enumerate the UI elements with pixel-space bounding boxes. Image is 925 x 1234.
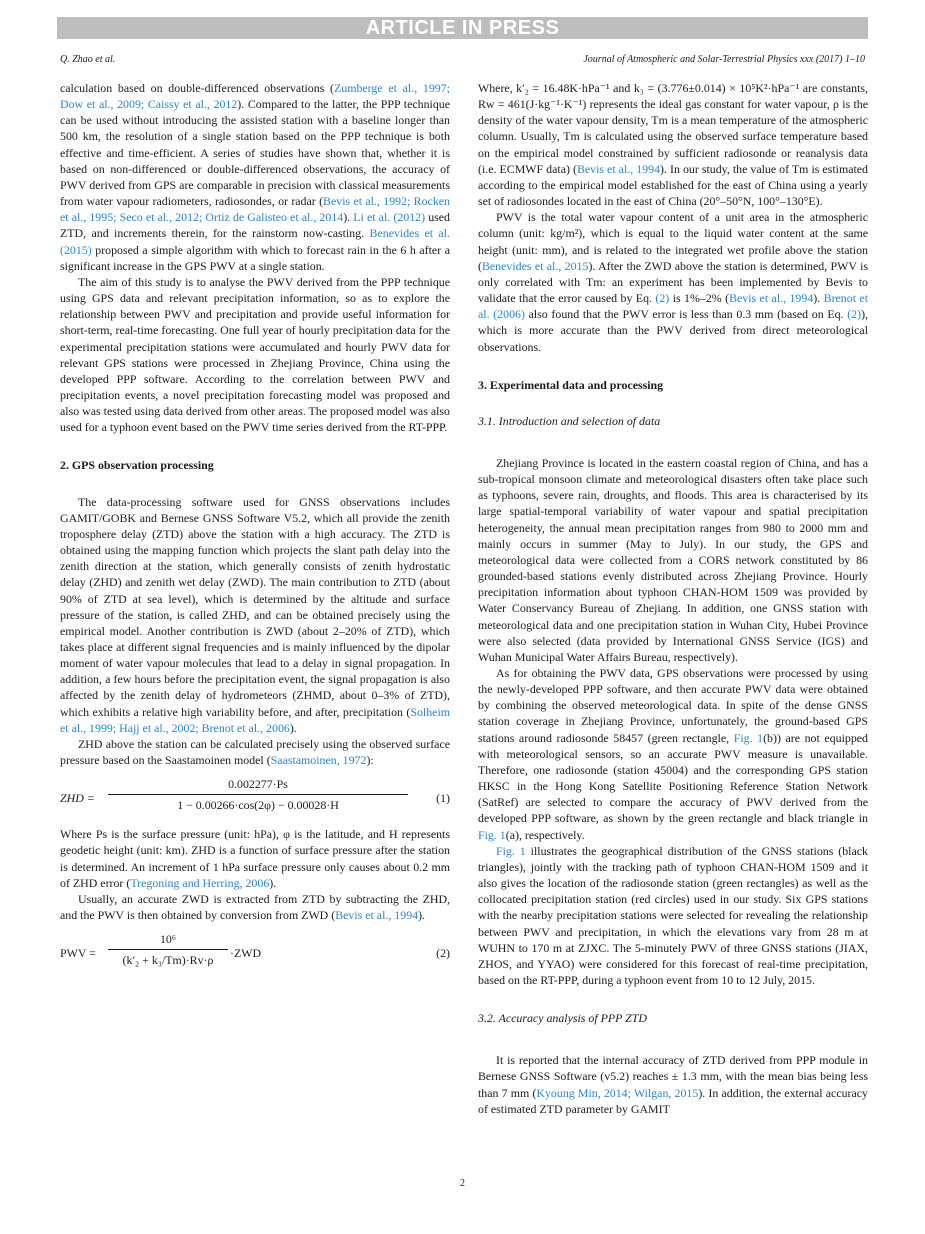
subsection-heading: 3.2. Accuracy analysis of PPP ZTD (478, 1011, 647, 1026)
paragraph: PWV is the total water vapour content of a unit area in the atmospheric column (unit: kg/m²), which is equal to the liquid water content at the same height (unit: mm), and is related to the integrated wet profile above the station (Benevides et al., 2015). After the ZWD above the station is determined, PWV is only correlated with Tm: an experiment has been implemented by Bevis to validate that the error caused by Eq. (2) is 1%–2% (Bevis et al., 1994). Brenot et al. (2006) also found that the PWV error is less than 0.3 mm (based on Eq. (2)), which is more accurate than the PWV derived from direct meteorological observations. (478, 210, 869, 354)
citation-link[interactable]: Benevides et al. (2015) (60, 226, 450, 257)
paragraph: The aim of this study is to analyse the PWV derived from the PPP technique using GPS data and relevant precipitation information, so as to explore the relationship between PWV and precipitation and provide useful information for short-term, real-time forecasting. One full year of hourly precipitation data for the experimental precipitation stations were accumulated and hourly PWV data for relevant GPS stations were processed in Zhejiang Province, China using the developed PPP software. According to the correlation between PWV and precipitation events, a novel precipitation forecasting model was proposed and also was tested using data derived from other areas. The proposed model was also used for a typhoon event based on the PWV time series derived from the RT-PPP. (60, 274, 450, 435)
citation-link[interactable]: Saastamoinen, 1972 (270, 753, 367, 768)
citation-link[interactable]: Solheim et al., 1999; Hajj et al., 2002; Brenot et al., 2006 (60, 704, 450, 735)
equation-lhs: PWV = (60, 946, 96, 961)
paragraph: Zhejiang Province is located in the eastern coastal region of China, and has a sub-tropical monsoon climate and meteorological disasters often take place such as typhoons, severe rain, droughts, and floods. This area is characterised by its large spatial-temporal variability of water vapour and spatial precipitation heterogeneity, the annual mean precipitation ranges from 980 to 2000 mm and mainly occurs in summer (May to July). In our study, the GPS and meteorological data were collected from a CORS network constituted by 86 grounded-based stations evenly distributed across Zhejiang Province. Hourly precipitation information about typhoon CHAN-HOM 1509 was provided by Water Conservancy Bureau of Zhejiang. In addition, one GNSS station with meteorological data and one precipitation station in Wuhan City, Hubei Province were also selected (data provided by International GNSS Service (IGS) and Wuhan Municipal Water Affairs Bureau, respectively). (478, 455, 868, 664)
paragraph: Usually, an accurate ZWD is extracted from ZTD by subtracting the ZHD, and the PWV is then obtained by conversion from ZWD (Bevis et al., 1994). (60, 891, 450, 923)
equation-denominator: 1 − 0.00266·cos(2φ) − 0.00028·H (177, 798, 339, 813)
subsection-heading: 3.1. Introduction and selection of data (478, 413, 661, 428)
equation-1 (60, 776, 450, 820)
equation-link[interactable]: (2) (655, 291, 670, 306)
citation-link[interactable]: Bevis et al., 1992; Rocken et al., 1995; Seco et al., 2012; Ortiz de Galisteo et al., 2014 (60, 194, 450, 225)
article-in-press-banner: ARTICLE IN PRESS (57, 17, 868, 39)
equation-numerator: 0.002277·Ps (108, 776, 408, 795)
left-column (60, 80, 450, 981)
figure-link[interactable]: Fig. 1 (496, 843, 526, 858)
figure-link[interactable]: Fig. 1 (733, 730, 764, 745)
citation-link[interactable]: Bevis et al., 1994 (335, 908, 419, 923)
citation-link[interactable]: Kyoung Min, 2014; Wilgan, 2015 (536, 1085, 699, 1100)
paragraph: Where, k′₂ = 16.48K·hPa⁻¹ and k₃ = (3.776±0.014) × 10⁵K²·hPa⁻¹ are constants, Rw = 461(J·kg⁻¹·K⁻¹) represents the ideal gas constant for water vapour, ρ is the density of the water vapour density, Tm is a mean temperature of the atmospheric column. Usually, Tm is calculated using the observed surface temperature based on the empirical model constrained by sufficient radiosonde or reanalysis data (i.e. ECMWF data) (Bevis et al., 1994). In our study, the value of Tm is estimated according to the empirical model established for the east of China using a yearly set of radiosondes located in the east of China (20°–50°N, 100°–130°E). (478, 81, 868, 209)
citation-link[interactable]: Zumberge et al., 1997; Dow et al., 2009; Caissy et al., 2012 (60, 81, 450, 112)
citation-link[interactable]: Brenot et al. (2006) (478, 291, 868, 322)
section-heading: 3. Experimental data and processing (478, 377, 664, 392)
paragraph: As for obtaining the PWV data, GPS observations were processed by using the newly-developed PPP software, and then accurate PWV data were obtained by combining the observed meteorological data. In spite of the dense GNSS station coverage in Zhejiang Province, unfortunately, the ground-based GPS stations around radiosonde 58457 (green rectangle, Fig. 1(b)) are not equipped with meteorological sensors, so an accurate PWV measure is unavailable. Therefore, one radiosonde (station 45004) and the corresponding GPS station HKSC in the Hong Kong Satellite Positioning Reference Station Network (SatRef) are selected to compare the accuracy of PWV derived from the developed PPP software, as shown by the green rectangle and black triangle in Fig. 1(a), respectively. (478, 666, 868, 842)
paragraph: It is reported that the internal accuracy of ZTD derived from PPP module in Bernese GNSS Software (v5.2) reaches ± 1.3 mm, with the mean bias being less than 7 mm (Kyoung Min, 2014; Wilgan, 2015). In addition, the external accuracy of estimated ZTD parameter by GAMIT (478, 1053, 869, 1116)
equation-lhs: ZHD = (60, 791, 95, 806)
running-head-authors: Q. Zhao et al. (60, 54, 116, 65)
paragraph: Fig. 1 illustrates the geographical distribution of the GNSS stations (black triangles), jointly with the tracking path of typhoon CHAN-HOM 1509 and it also gives the location of the radiosonde station (green rectangles) as well as the collocated precipitation station (red circles) used in our study. Six GPS stations with the nearby precipitation stations were selected for revealing the relationship between PWV and precipitation, in which the elevations vary from 28 m at WUHN to 170 m at ZJXC. The 5-minutely PWV of three GNSS stations (JIAX, ZHOS, and YYAO) were considered for this forecast of real-time precipitation, based on the RT-PPP, during a typhoon event from 10 to 12 July, 2015. (478, 843, 868, 987)
page-number: 2 (460, 1178, 465, 1189)
paragraph: calculation based on double-differenced observations (Zumberge et al., 1997; Dow et al., 2009; Caissy et al., 2012). Compared to the latter, the PPP technique can be used without introducing the assisted station with a baseline longer than 500 km, the resolution of a single station based on the PPP technique is both effective and time-efficient. A series of studies have shown that, whether it is based on non-differenced or double-differenced observations, the accuracy of PWV derived from GPS are comparable in precision with classical measurements from water vapour radiometers, radiosondes, or radar (Bevis et al., 1992; Rocken et al., 1995; Seco et al., 2012; Ortiz de Galisteo et al., 2014). Li et al. (2012) used ZTD, and increments therein, for the rainstorm now-casting. Benevides et al. (2015) proposed a simple algorithm with which to forecast rain in the 6 h after a significant increase in the GPS PWV at a single station. (60, 81, 451, 273)
paragraph: ZHD above the station can be calculated precisely using the observed surface pressure based on the Saastamoinen model (Saastamoinen, 1972): (60, 736, 450, 768)
paragraph: The data-processing software used for GNSS observations includes GAMIT/GOBK and Bernese GNSS Software V5.2, which all provide the zenith troposphere delay (ZTD) above the station with a high accuracy. The ZTD is obtained using the mapping function which projects the slant path delay into the zenith direction at the station, which generally consists of zenith hydrostatic delay (ZHD) and zenith wet delay (ZWD). The main contribution to ZTD (about 90% of ZTD at sea level), which is determined by the altitude and surface pressure of the station, is called ZHD, and can be obtained precisely using the empirical model. Another contribution is ZWD (about 2–20% of ZTD), which takes place at different signal frequencies and is mainly influenced by the dipolar moment of water vapour molecules that lead to a delay in signal propagation. In addition, a few hours before the precipitation event, the signal propagation is also affected by the zenith delay of hydrometeors (ZHMD, about 0–3% of ZTD), which exhibits a relative high variability before, and after, precipitation (Solheim et al., 1999; Hajj et al., 2002; Brenot et al., 2006). (60, 494, 450, 735)
equation-tail: ·ZWD (230, 946, 262, 961)
citation-link[interactable]: Li et al. (2012) (353, 210, 426, 225)
equation-2 (60, 931, 450, 975)
equation-fraction (108, 776, 408, 813)
figure-link[interactable]: Fig. 1 (478, 827, 506, 842)
citation-link[interactable]: Tregoning and Herring, 2006 (130, 875, 270, 890)
citation-link[interactable]: Bevis et al., 1994 (729, 291, 814, 306)
equation-number: (1) (436, 791, 450, 806)
paragraph: Where Ps is the surface pressure (unit: hPa), φ is the latitude, and H represents geodetic height (unit: km). ZHD is a function of surface pressure after the station is determined. An increment of 1 hPa surface pressure only causes about 0.2 mm of ZHD error (Tregoning and Herring, 2006). (60, 827, 450, 890)
section-heading: 2. GPS observation processing (60, 458, 214, 473)
citation-link[interactable]: Benevides et al., 2015 (481, 258, 589, 273)
equation-number: (2) (436, 946, 450, 961)
equation-denominator: (k′₂ + k₃/Tm)·Rv·ρ (122, 953, 214, 968)
equation-fraction (108, 931, 228, 968)
right-column (478, 80, 868, 1117)
citation-link[interactable]: Bevis et al., 1994 (576, 161, 661, 176)
running-head-journal: Journal of Atmospheric and Solar-Terrestrial Physics xxx (2017) 1–10 (583, 54, 865, 65)
equation-numerator: 10⁶ (108, 931, 228, 950)
equation-link[interactable]: (2) (847, 307, 862, 322)
